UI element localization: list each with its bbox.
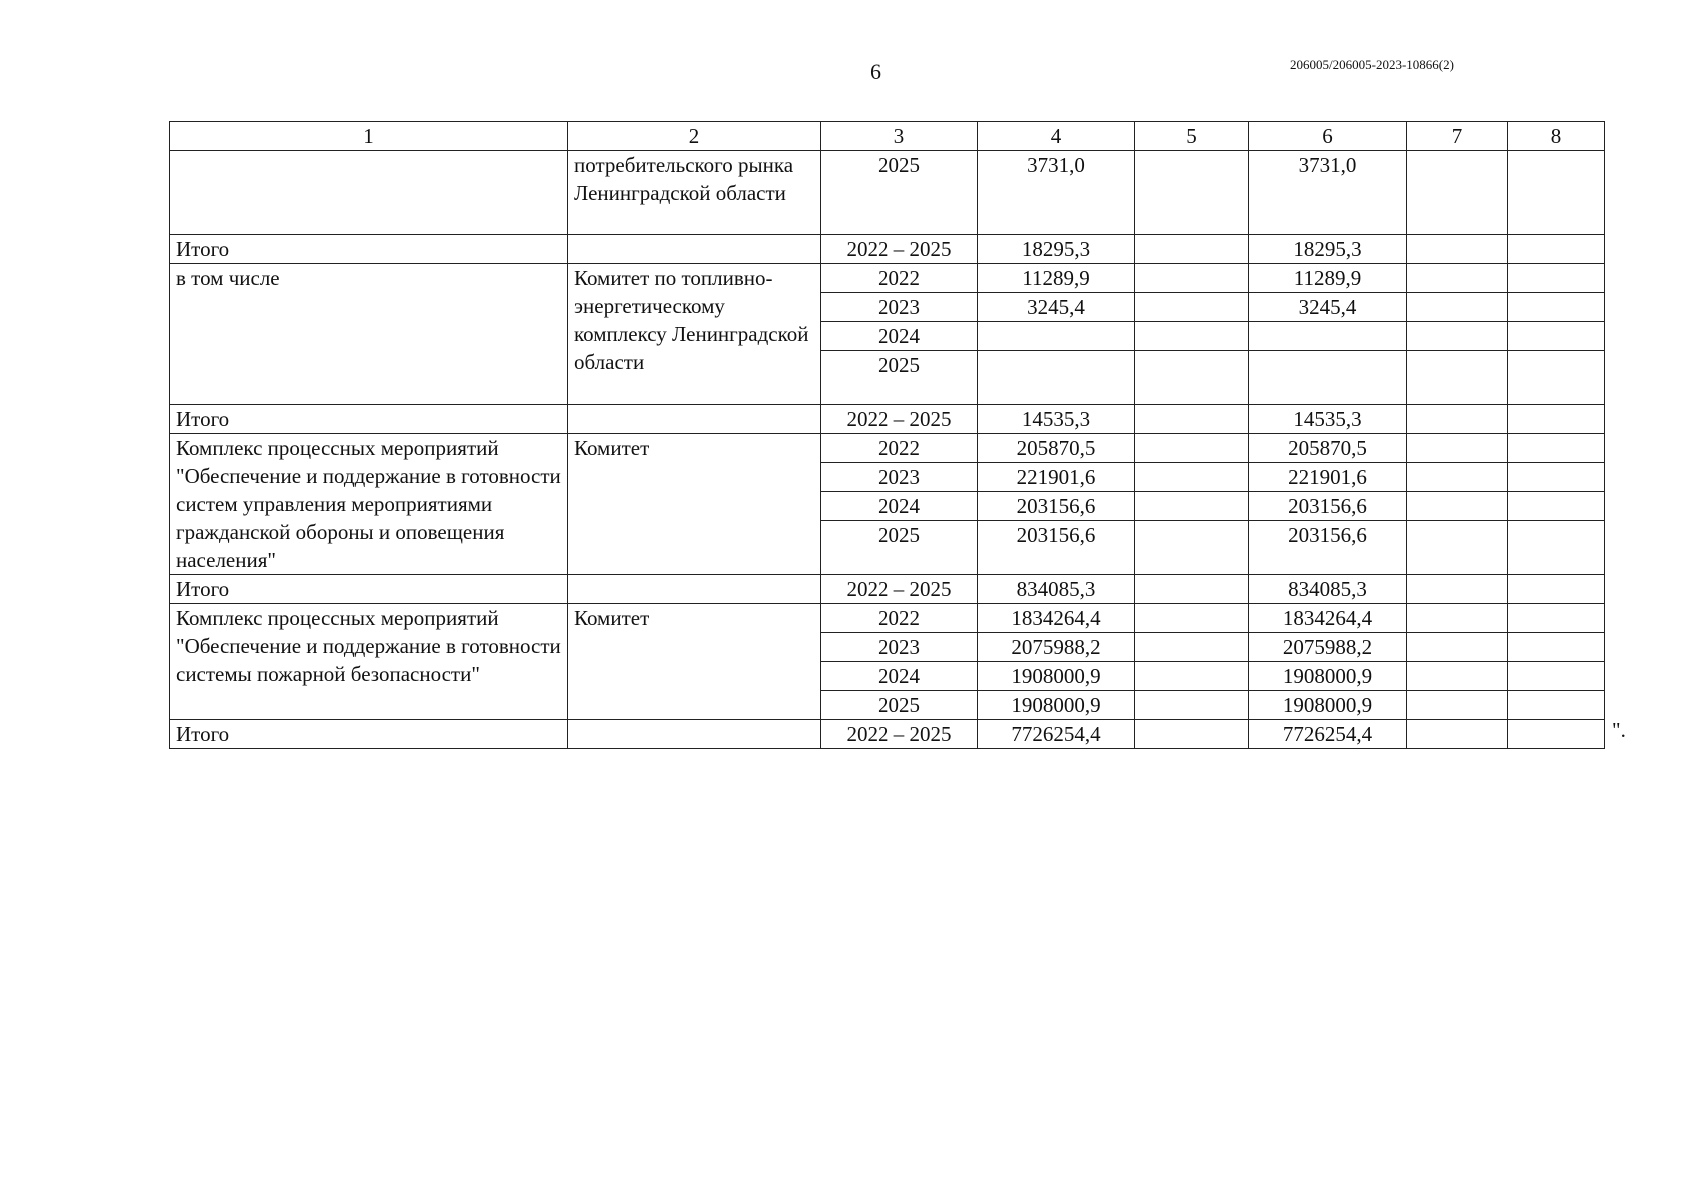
cell-total: 203156,6 bbox=[978, 492, 1135, 521]
cell-period: 2022 bbox=[821, 264, 978, 293]
cell-other bbox=[1508, 322, 1605, 351]
cell-total: 1908000,9 bbox=[978, 691, 1135, 720]
column-header: 7 bbox=[1407, 122, 1508, 151]
table-row bbox=[170, 434, 1605, 463]
cell-regional: 11289,9 bbox=[1249, 264, 1407, 293]
cell-local bbox=[1407, 293, 1508, 322]
document-code: 206005/206005-2023-10866(2) bbox=[1290, 57, 1454, 72]
cell-name: Итого bbox=[170, 575, 568, 604]
cell-federal bbox=[1135, 264, 1249, 293]
cell-total: 11289,9 bbox=[978, 264, 1135, 293]
cell-federal bbox=[1135, 720, 1249, 749]
cell-other bbox=[1508, 293, 1605, 322]
column-header: 6 bbox=[1249, 122, 1407, 151]
cell-total: 1908000,9 bbox=[978, 662, 1135, 691]
cell-local bbox=[1407, 322, 1508, 351]
cell-name: Итого bbox=[170, 720, 568, 749]
cell-name: Комплекс процессных мероприятий "Обеспечение и поддержание в готовности систем управления мероприятиями гражданской обороны и оповещения населения" bbox=[170, 434, 568, 575]
cell-regional: 1908000,9 bbox=[1249, 691, 1407, 720]
cell-name bbox=[170, 151, 568, 235]
cell-federal bbox=[1135, 633, 1249, 662]
cell-local bbox=[1407, 521, 1508, 575]
cell-regional: 203156,6 bbox=[1249, 521, 1407, 575]
cell-federal bbox=[1135, 434, 1249, 463]
cell-other bbox=[1508, 662, 1605, 691]
cell-regional: 1908000,9 bbox=[1249, 662, 1407, 691]
cell-period: 2023 bbox=[821, 293, 978, 322]
table-row-total bbox=[170, 235, 1605, 264]
cell-local bbox=[1407, 492, 1508, 521]
column-header: 8 bbox=[1508, 122, 1605, 151]
cell-federal bbox=[1135, 293, 1249, 322]
cell-regional: 205870,5 bbox=[1249, 434, 1407, 463]
cell-local bbox=[1407, 235, 1508, 264]
cell-federal bbox=[1135, 405, 1249, 434]
cell-period: 2024 bbox=[821, 322, 978, 351]
closing-quote: ". bbox=[1612, 718, 1626, 742]
cell-federal bbox=[1135, 463, 1249, 492]
column-header: 3 bbox=[821, 122, 978, 151]
cell-local bbox=[1407, 575, 1508, 604]
cell-regional: 3245,4 bbox=[1249, 293, 1407, 322]
cell-total: 7726254,4 bbox=[978, 720, 1135, 749]
cell-executor: Комитет по топливно-энергетическому комплексу Ленинградской области bbox=[568, 264, 821, 405]
cell-federal bbox=[1135, 351, 1249, 405]
cell-total: 14535,3 bbox=[978, 405, 1135, 434]
cell-period: 2024 bbox=[821, 662, 978, 691]
cell-total: 203156,6 bbox=[978, 521, 1135, 575]
cell-total: 2075988,2 bbox=[978, 633, 1135, 662]
cell-other bbox=[1508, 691, 1605, 720]
cell-period: 2025 bbox=[821, 151, 978, 235]
cell-regional: 834085,3 bbox=[1249, 575, 1407, 604]
cell-federal bbox=[1135, 575, 1249, 604]
cell-other bbox=[1508, 351, 1605, 405]
cell-other bbox=[1508, 575, 1605, 604]
cell-local bbox=[1407, 633, 1508, 662]
cell-name: Итого bbox=[170, 405, 568, 434]
table-row-total bbox=[170, 575, 1605, 604]
cell-total: 834085,3 bbox=[978, 575, 1135, 604]
cell-total: 3245,4 bbox=[978, 293, 1135, 322]
column-header: 1 bbox=[170, 122, 568, 151]
cell-regional: 14535,3 bbox=[1249, 405, 1407, 434]
cell-local bbox=[1407, 720, 1508, 749]
cell-period: 2025 bbox=[821, 351, 978, 405]
cell-local bbox=[1407, 463, 1508, 492]
cell-regional: 1834264,4 bbox=[1249, 604, 1407, 633]
cell-period: 2023 bbox=[821, 633, 978, 662]
cell-regional: 7726254,4 bbox=[1249, 720, 1407, 749]
cell-other bbox=[1508, 151, 1605, 235]
table-header-row bbox=[170, 122, 1605, 151]
cell-executor: Комитет bbox=[568, 604, 821, 720]
data-table bbox=[169, 121, 1605, 749]
cell-executor bbox=[568, 235, 821, 264]
cell-name: в том числе bbox=[170, 264, 568, 405]
cell-other bbox=[1508, 521, 1605, 575]
cell-other bbox=[1508, 405, 1605, 434]
cell-executor bbox=[568, 720, 821, 749]
cell-federal bbox=[1135, 235, 1249, 264]
cell-local bbox=[1407, 264, 1508, 293]
cell-other bbox=[1508, 492, 1605, 521]
cell-period: 2022 – 2025 bbox=[821, 405, 978, 434]
cell-total bbox=[978, 351, 1135, 405]
cell-local bbox=[1407, 151, 1508, 235]
cell-other bbox=[1508, 604, 1605, 633]
cell-local bbox=[1407, 604, 1508, 633]
cell-regional: 3731,0 bbox=[1249, 151, 1407, 235]
column-header: 5 bbox=[1135, 122, 1249, 151]
cell-name: Итого bbox=[170, 235, 568, 264]
table-row bbox=[170, 604, 1605, 633]
cell-regional bbox=[1249, 351, 1407, 405]
cell-name: Комплекс процессных мероприятий "Обеспечение и поддержание в готовности системы пожарной безопасности" bbox=[170, 604, 568, 720]
cell-federal bbox=[1135, 662, 1249, 691]
cell-local bbox=[1407, 351, 1508, 405]
cell-regional: 203156,6 bbox=[1249, 492, 1407, 521]
cell-federal bbox=[1135, 521, 1249, 575]
cell-period: 2022 – 2025 bbox=[821, 575, 978, 604]
cell-total: 3731,0 bbox=[978, 151, 1135, 235]
cell-local bbox=[1407, 405, 1508, 434]
table-row bbox=[170, 264, 1605, 293]
cell-other bbox=[1508, 264, 1605, 293]
cell-regional: 18295,3 bbox=[1249, 235, 1407, 264]
table-row-total bbox=[170, 405, 1605, 434]
cell-other bbox=[1508, 235, 1605, 264]
cell-total: 18295,3 bbox=[978, 235, 1135, 264]
cell-regional: 221901,6 bbox=[1249, 463, 1407, 492]
cell-total: 205870,5 bbox=[978, 434, 1135, 463]
cell-other bbox=[1508, 720, 1605, 749]
page-number: 6 bbox=[870, 59, 881, 84]
cell-total bbox=[978, 322, 1135, 351]
cell-total: 221901,6 bbox=[978, 463, 1135, 492]
cell-period: 2025 bbox=[821, 521, 978, 575]
cell-period: 2022 bbox=[821, 434, 978, 463]
cell-period: 2022 – 2025 bbox=[821, 235, 978, 264]
cell-executor bbox=[568, 575, 821, 604]
cell-executor: потребительского рынка Ленинградской области bbox=[568, 151, 821, 235]
cell-federal bbox=[1135, 151, 1249, 235]
cell-period: 2023 bbox=[821, 463, 978, 492]
cell-federal bbox=[1135, 492, 1249, 521]
cell-other bbox=[1508, 434, 1605, 463]
cell-total: 1834264,4 bbox=[978, 604, 1135, 633]
cell-other bbox=[1508, 633, 1605, 662]
cell-local bbox=[1407, 691, 1508, 720]
cell-regional: 2075988,2 bbox=[1249, 633, 1407, 662]
cell-other bbox=[1508, 463, 1605, 492]
cell-regional bbox=[1249, 322, 1407, 351]
column-header: 4 bbox=[978, 122, 1135, 151]
cell-period: 2024 bbox=[821, 492, 978, 521]
cell-federal bbox=[1135, 691, 1249, 720]
cell-executor bbox=[568, 405, 821, 434]
column-header: 2 bbox=[568, 122, 821, 151]
cell-local bbox=[1407, 662, 1508, 691]
cell-local bbox=[1407, 434, 1508, 463]
cell-federal bbox=[1135, 322, 1249, 351]
cell-period: 2022 bbox=[821, 604, 978, 633]
table-row bbox=[170, 151, 1605, 235]
cell-period: 2022 – 2025 bbox=[821, 720, 978, 749]
cell-executor: Комитет bbox=[568, 434, 821, 575]
cell-period: 2025 bbox=[821, 691, 978, 720]
table-row-total bbox=[170, 720, 1605, 749]
cell-federal bbox=[1135, 604, 1249, 633]
